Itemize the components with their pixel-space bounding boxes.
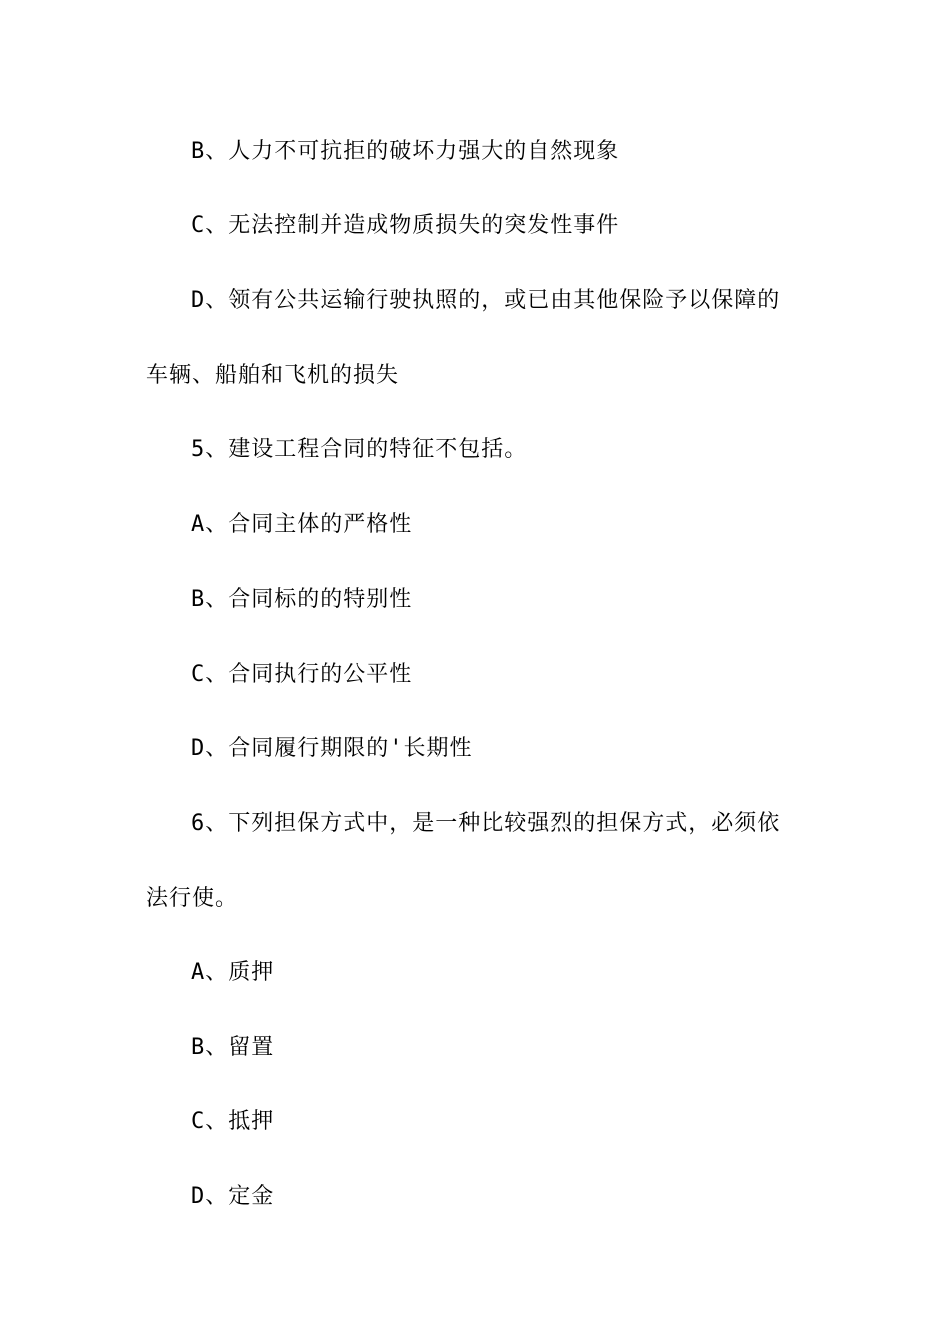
question-6: 6、下列担保方式中，是一种比较强烈的担保方式，必须依 [191,811,781,836]
option-a-q6: A、质押 [191,960,275,985]
option-d-q6: D、定金 [191,1184,275,1209]
option-c-q5: C、合同执行的公平性 [191,662,413,687]
option-d-q5: D、合同履行期限的'长期性 [191,736,473,761]
option-b-q6: B、留置 [191,1035,275,1060]
option-c-q6: C、抵押 [191,1109,275,1134]
option-d-q4-continuation: 车辆、船舶和飞机的损失 [146,363,400,388]
option-b-q5: B、合同标的的特别性 [191,587,413,612]
question-5: 5、建设工程合同的特征不包括。 [191,437,528,462]
option-b-q4: B、人力不可抗拒的破坏力强大的自然现象 [191,139,620,164]
question-6-continuation: 法行使。 [146,886,239,911]
option-d-q4: D、领有公共运输行驶执照的，或已由其他保险予以保障的 [191,288,781,313]
option-a-q5: A、合同主体的严格性 [191,512,413,537]
option-c-q4: C、无法控制并造成物质损失的突发性事件 [191,213,620,238]
